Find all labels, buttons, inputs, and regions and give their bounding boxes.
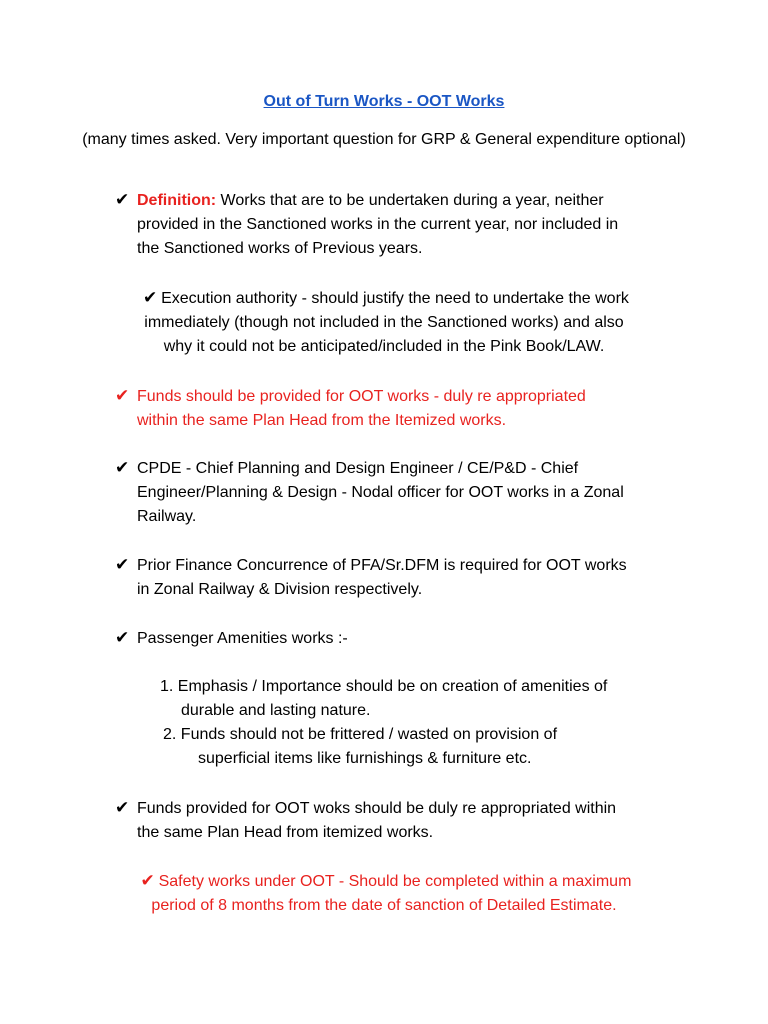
amenities-heading: ✔ Passenger Amenities works :-: [115, 626, 348, 651]
check-icon: ✔: [115, 386, 130, 405]
finance-line-1: ✔ Prior Finance Concurrence of PFA/Sr.DFM is required for OOT works: [115, 553, 627, 578]
finance-block: [115, 553, 627, 602]
check-icon: ✔: [142, 288, 158, 307]
cpde-line-1: ✔ CPDE - Chief Planning and Design Engineer / CE/P&D - Chief: [115, 456, 624, 481]
funds-red-line-1: ✔ Funds should be provided for OOT works - duly re appropriated: [115, 384, 586, 409]
funds-red-line-2: within the same Plan Head from the Itemized works.: [137, 412, 507, 429]
check-icon: ✔: [115, 458, 130, 477]
page-title: Out of Turn Works - OOT Works: [263, 93, 505, 110]
check-icon: ✔: [115, 628, 130, 647]
safety-line-1: ✔ Safety works under OOT - Should be completed within a maximum: [100, 869, 668, 894]
subtitle: (many times asked. Very important question for GRP & General expenditure optional): [82, 131, 686, 148]
definition-line-2: provided in the Sanctioned works in the current year, nor included in: [137, 216, 619, 233]
amenities-item-2-line-2: superficial items like furnishings & furniture etc.: [198, 750, 532, 767]
amenities-item-1-line-1: 1. Emphasis / Importance should be on creation of amenities of: [160, 678, 608, 695]
execution-block: [100, 286, 668, 359]
funds-black-line-2: the same Plan Head from itemized works.: [137, 824, 434, 841]
check-icon: ✔: [115, 190, 130, 209]
finance-line-2: in Zonal Railway & Division respectively.: [137, 581, 423, 598]
cpde-block: [115, 456, 624, 529]
definition-line-3: the Sanctioned works of Previous years.: [137, 240, 423, 257]
definition-label: Definition:: [137, 192, 217, 209]
funds-black-line-1: ✔ Funds provided for OOT woks should be duly re appropriated within: [115, 796, 616, 821]
safety-line-2: period of 8 months from the date of sanction of Detailed Estimate.: [151, 897, 617, 914]
execution-line-1: ✔ Execution authority - should justify the need to undertake the work: [100, 286, 668, 311]
definition-block: [115, 188, 618, 261]
execution-line-2: immediately (though not included in the Sanctioned works) and also: [144, 314, 624, 331]
safety-block: [100, 869, 668, 918]
check-icon: ✔: [115, 798, 130, 817]
check-icon: ✔: [140, 871, 155, 890]
definition-text: Works that are to be undertaken during a year, neither: [220, 192, 604, 209]
amenities-item-1-line-2: durable and lasting nature.: [181, 702, 371, 719]
amenities-item-2: [163, 723, 557, 771]
amenities-item-2-line-1: 2. Funds should not be frittered / wasted on provision of: [163, 726, 558, 743]
amenities-item-1: [160, 675, 607, 723]
cpde-line-2: Engineer/Planning & Design - Nodal officer for OOT works in a Zonal: [137, 484, 624, 501]
execution-line-3: why it could not be anticipated/included in the Pink Book/LAW.: [163, 338, 605, 355]
funds-black-block: [115, 796, 616, 845]
definition-line-1: [115, 188, 618, 213]
check-icon: ✔: [115, 555, 130, 574]
funds-red-block: [115, 384, 586, 433]
cpde-line-3: Railway.: [137, 508, 197, 525]
